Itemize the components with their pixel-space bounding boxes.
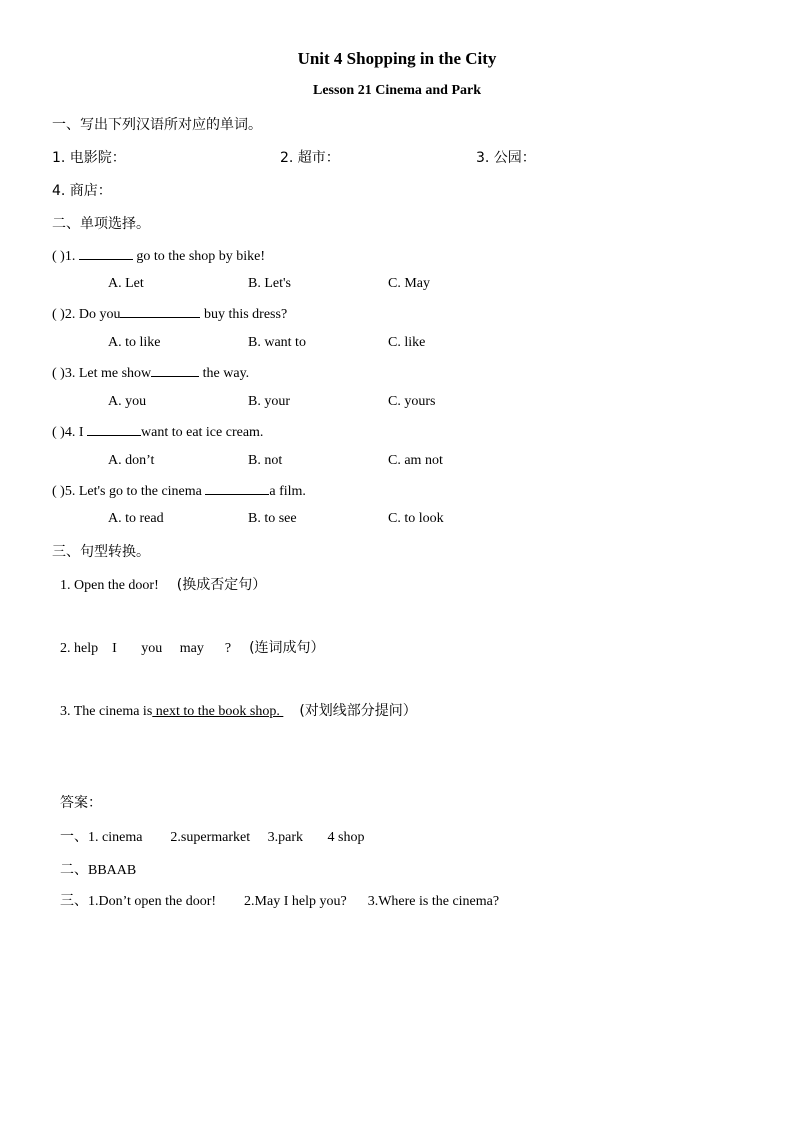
option-a: A. you	[108, 394, 147, 409]
option-a: A. don’t	[108, 453, 155, 468]
answer-paren: ( )	[52, 425, 65, 440]
answer-line-2	[60, 859, 136, 879]
answer-text: BBAAB	[88, 863, 137, 878]
question-number: 2.	[64, 307, 76, 322]
option-c: C. May	[388, 276, 430, 291]
transform-instruction: (对划线部分提问）	[299, 703, 417, 719]
section1-heading: 一、写出下列汉语所对应的单词。	[52, 117, 262, 133]
underlined-phrase: next to the book shop.	[152, 704, 284, 719]
option-a: A. to like	[108, 335, 161, 350]
option-b: B. Let's	[248, 276, 291, 291]
option-c: C. yours	[388, 394, 436, 409]
option-b: B. want to	[248, 335, 306, 350]
lesson-subtitle: Lesson 21 Cinema and Park	[312, 83, 482, 98]
transform-question-1	[60, 574, 266, 594]
answer-paren: ( )	[52, 307, 65, 322]
option-c: C. like	[388, 335, 426, 350]
fill-blank	[205, 482, 269, 495]
vocab-item-1: 1. 电影院：	[52, 150, 126, 166]
answers-heading: 答案：	[60, 795, 102, 811]
choice-question-2	[52, 305, 287, 323]
answer-line-3	[60, 890, 499, 910]
question-number: 4.	[64, 425, 76, 440]
option-a: A. to read	[108, 511, 164, 526]
transform-question-3	[60, 700, 417, 720]
option-b: B. to see	[248, 511, 297, 526]
transform-text: 2. help I you may ?	[60, 641, 232, 656]
choice-question-5	[52, 482, 306, 500]
option-b: B. your	[248, 394, 290, 409]
transform-instruction: (换成否定句）	[176, 577, 267, 593]
question-text-post: want to eat ice cream.	[141, 425, 264, 440]
question-text-pre: Let's go to the cinema	[75, 484, 206, 499]
answer-text: 1.Don’t open the door! 2.May I help you? 3.Where is the cinema?	[88, 894, 500, 909]
question-text-post: buy this dress?	[200, 307, 288, 322]
choice-question-4	[52, 423, 263, 441]
answer-section-label: 二、	[60, 862, 88, 878]
choice-question-1	[52, 247, 265, 265]
section2-heading: 二、单项选择。	[52, 216, 150, 232]
vocab-item-2: 2. 超市：	[280, 150, 340, 166]
transform-instruction: (连词成句）	[249, 640, 325, 656]
option-c: C. am not	[388, 453, 443, 468]
option-a: A. Let	[108, 276, 144, 291]
fill-blank	[87, 423, 141, 436]
fill-blank	[120, 305, 200, 318]
worksheet-title: Unit 4 Shopping in the City	[297, 49, 497, 68]
vocab-item-4: 4. 商店：	[52, 183, 112, 199]
section3-heading: 三、句型转换。	[52, 544, 150, 560]
vocab-item-3: 3. 公园：	[476, 150, 536, 166]
transform-question-2	[60, 637, 325, 657]
option-c: C. to look	[388, 511, 444, 526]
answer-paren: ( )	[52, 484, 65, 499]
answer-line-1	[60, 826, 364, 846]
fill-blank	[151, 364, 199, 377]
question-text-pre: Do you	[75, 307, 121, 322]
question-text-post: the way.	[199, 366, 250, 381]
question-number: 3.	[64, 366, 76, 381]
answer-text: 1. cinema 2.supermarket 3.park 4 shop	[88, 830, 365, 845]
question-number: 1.	[64, 249, 76, 264]
answer-section-label: 三、	[60, 893, 88, 909]
question-text-post: a film.	[269, 484, 306, 499]
answer-paren: ( )	[52, 366, 65, 381]
transform-text: 3. The cinema is	[60, 704, 153, 719]
option-b: B. not	[248, 453, 283, 468]
question-text-pre: Let me show	[75, 366, 152, 381]
question-text-post: go to the shop by bike!	[132, 249, 266, 264]
choice-question-3	[52, 364, 249, 382]
answer-paren: ( )	[52, 249, 65, 264]
transform-text: 1. Open the door!	[60, 578, 159, 593]
question-number: 5.	[64, 484, 76, 499]
question-text-pre: I	[75, 425, 87, 440]
fill-blank	[79, 247, 133, 260]
answer-section-label: 一、	[60, 829, 88, 845]
